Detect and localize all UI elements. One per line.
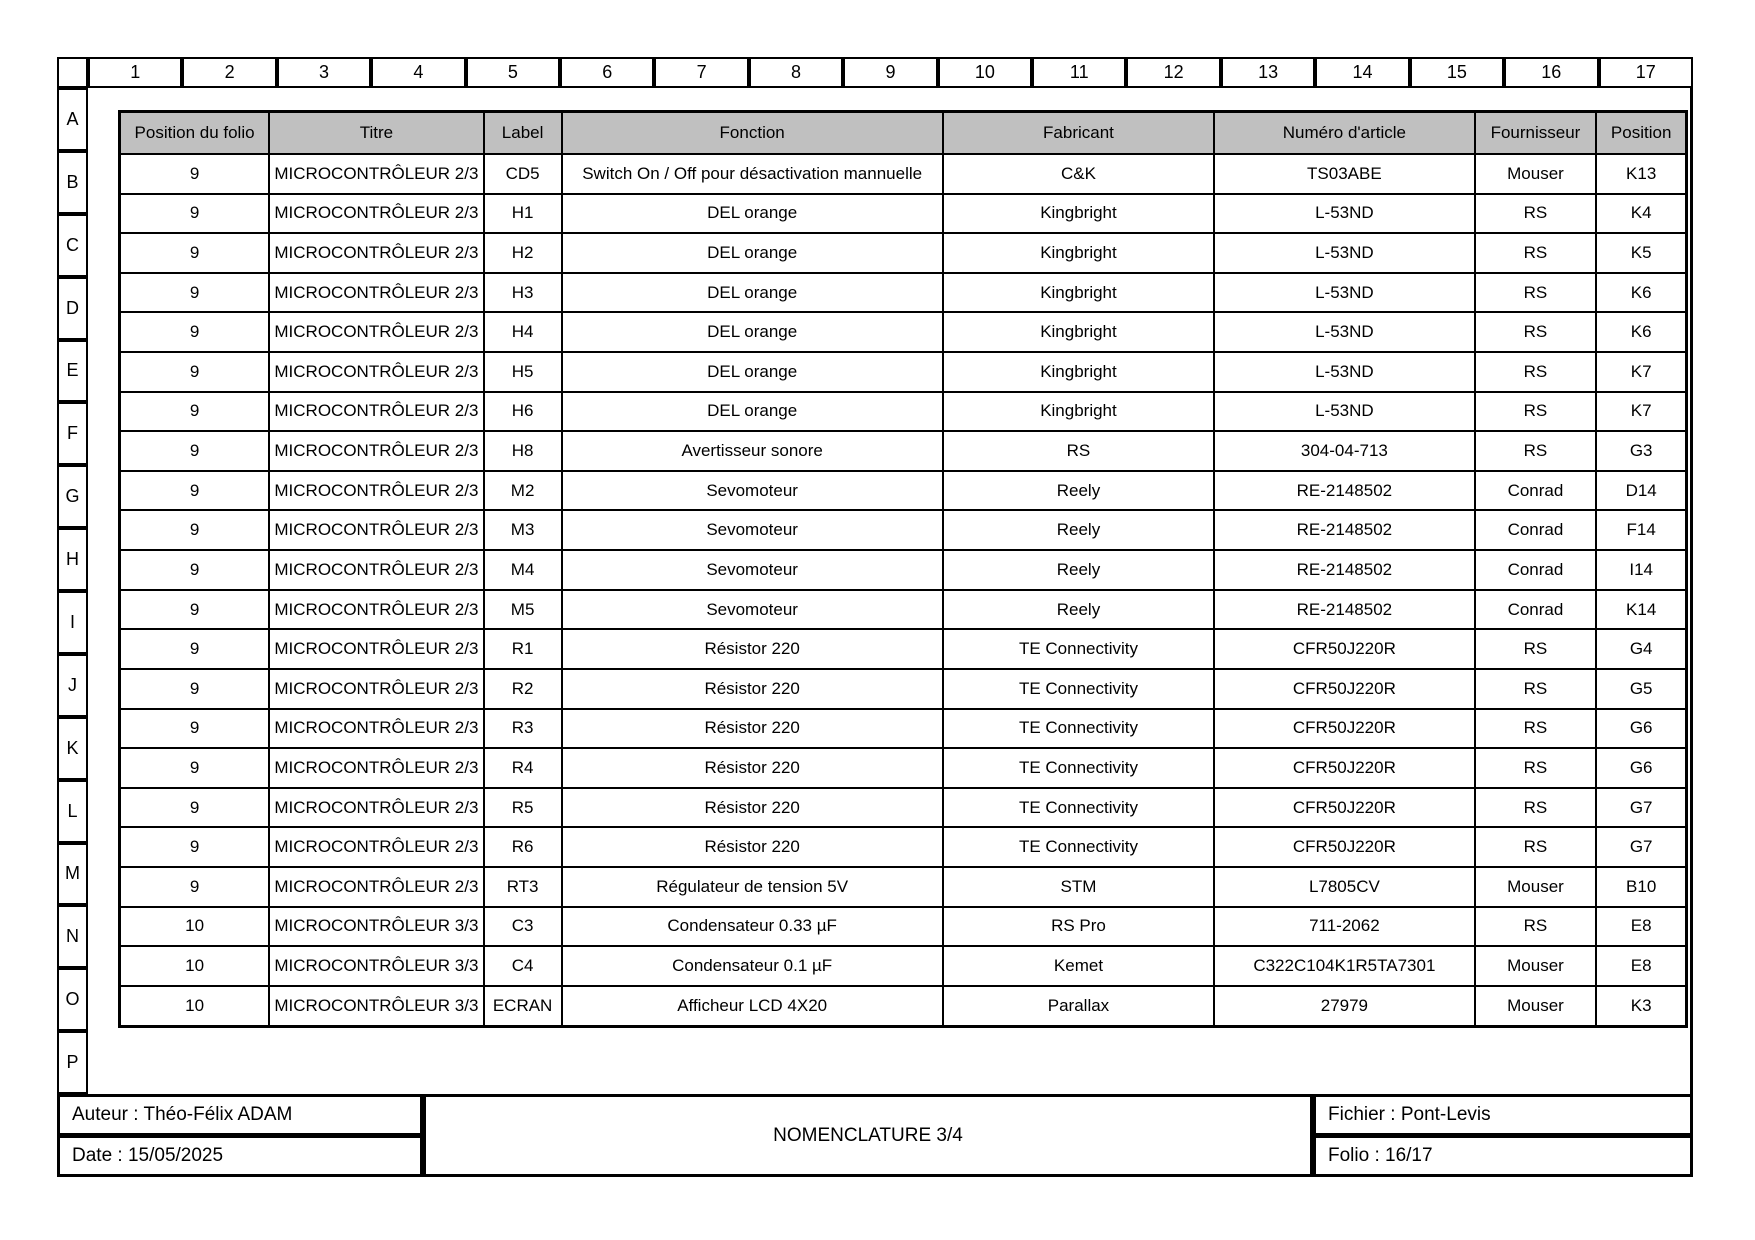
table-cell: 9 [120,471,270,511]
table-cell: K5 [1596,233,1686,273]
column-header: Fournisseur [1475,112,1597,155]
table-cell: MICROCONTRÔLEUR 2/3 [269,867,484,907]
table-cell: DEL orange [562,194,943,234]
table-cell: Résistor 220 [562,709,943,749]
table-cell: DEL orange [562,352,943,392]
ruler-column-label: 15 [1410,57,1504,88]
table-cell: RS [1475,431,1597,471]
table-cell: RS [1475,352,1597,392]
ruler-row-label: M [57,843,88,906]
table-cell: 9 [120,431,270,471]
table-cell: MICROCONTRÔLEUR 2/3 [269,748,484,788]
title-block-left [57,1094,423,1177]
table-row [120,352,1687,392]
table-cell: MICROCONTRÔLEUR 3/3 [269,986,484,1027]
table-cell: Mouser [1475,946,1597,986]
table-cell: H3 [484,273,562,313]
table-cell: G6 [1596,748,1686,788]
table-row [120,669,1687,709]
table-cell: H4 [484,312,562,352]
table-cell: 9 [120,748,270,788]
table-cell: Kemet [943,946,1214,986]
table-cell: 9 [120,510,270,550]
table-row [120,590,1687,630]
table-cell: 10 [120,986,270,1027]
table-row [120,907,1687,947]
table-cell: Kingbright [943,312,1214,352]
row-ruler [57,88,88,1094]
table-cell: CFR50J220R [1214,709,1474,749]
table-cell: RS [1475,629,1597,669]
table-cell: L7805CV [1214,867,1474,907]
table-cell: MICROCONTRÔLEUR 2/3 [269,788,484,828]
table-cell: 9 [120,827,270,867]
ruler-row-label: N [57,905,88,968]
table-cell: H5 [484,352,562,392]
table-cell: Régulateur de tension 5V [562,867,943,907]
table-cell: Sevomoteur [562,550,943,590]
ruler-column-label: 10 [938,57,1032,88]
table-cell: MICROCONTRÔLEUR 3/3 [269,946,484,986]
table-body [120,154,1687,1027]
table-cell: RS [1475,312,1597,352]
table-cell: Résistor 220 [562,827,943,867]
table-cell: RS [1475,827,1597,867]
table-cell: RS [1475,194,1597,234]
table-cell: 9 [120,312,270,352]
table-cell: 9 [120,233,270,273]
table-cell: RS [1475,709,1597,749]
ruler-row-label: D [57,277,88,340]
table-cell: M4 [484,550,562,590]
table-cell: R6 [484,827,562,867]
table-cell: MICROCONTRÔLEUR 2/3 [269,392,484,432]
table-cell: K4 [1596,194,1686,234]
table-cell: K14 [1596,590,1686,630]
table-cell: Parallax [943,986,1214,1027]
table-cell: G6 [1596,709,1686,749]
table-cell: Kingbright [943,233,1214,273]
table-cell: H1 [484,194,562,234]
table-cell: MICROCONTRÔLEUR 2/3 [269,273,484,313]
file-field: Fichier : Pont-Levis [1313,1094,1693,1136]
column-header: Position [1596,112,1686,155]
table-cell: L-53ND [1214,273,1474,313]
table-cell: 27979 [1214,986,1474,1027]
ruler-column-label: 3 [277,57,371,88]
table-cell: Conrad [1475,590,1597,630]
table-cell: Conrad [1475,471,1597,511]
table-cell: G4 [1596,629,1686,669]
table-row [120,946,1687,986]
table-cell: Mouser [1475,154,1597,194]
table-cell: MICROCONTRÔLEUR 2/3 [269,510,484,550]
ruler-row-label: I [57,591,88,654]
column-header: Position du folio [120,112,270,155]
table-cell: Résistor 220 [562,629,943,669]
table-cell: Sevomoteur [562,471,943,511]
table-cell: TE Connectivity [943,788,1214,828]
table-cell: Mouser [1475,986,1597,1027]
table-cell: H2 [484,233,562,273]
table-cell: Résistor 220 [562,748,943,788]
ruler-column-label: 2 [182,57,276,88]
table-cell: MICROCONTRÔLEUR 2/3 [269,629,484,669]
table-cell: R2 [484,669,562,709]
table-cell: RE-2148502 [1214,471,1474,511]
table-cell: 9 [120,154,270,194]
table-cell: RS [1475,392,1597,432]
table-cell: C&K [943,154,1214,194]
table-cell: MICROCONTRÔLEUR 2/3 [269,154,484,194]
table-cell: CFR50J220R [1214,748,1474,788]
table-cell: CFR50J220R [1214,629,1474,669]
column-header: Fonction [562,112,943,155]
table-cell: L-53ND [1214,352,1474,392]
ruler-row-label: A [57,88,88,151]
table-cell: MICROCONTRÔLEUR 2/3 [269,669,484,709]
table-cell: MICROCONTRÔLEUR 2/3 [269,827,484,867]
ruler-column-label: 16 [1504,57,1598,88]
author-field: Auteur : Théo-Félix ADAM [57,1094,423,1136]
table-cell: L-53ND [1214,233,1474,273]
table-cell: Avertisseur sonore [562,431,943,471]
table-cell: 10 [120,946,270,986]
table-cell: Condensateur 0.1 µF [562,946,943,986]
table-cell: MICROCONTRÔLEUR 2/3 [269,590,484,630]
ruler-row-label: J [57,654,88,717]
table-cell: RS [1475,907,1597,947]
table-cell: MICROCONTRÔLEUR 2/3 [269,352,484,392]
table-cell: 9 [120,867,270,907]
column-header: Titre [269,112,484,155]
table-cell: RS [1475,273,1597,313]
table-row [120,233,1687,273]
table-cell: CFR50J220R [1214,669,1474,709]
table-cell: R4 [484,748,562,788]
table-row [120,827,1687,867]
table-cell: MICROCONTRÔLEUR 2/3 [269,233,484,273]
ruler-column-label: 12 [1126,57,1220,88]
table-cell: STM [943,867,1214,907]
table-cell: RE-2148502 [1214,550,1474,590]
table-cell: Mouser [1475,867,1597,907]
ruler-column-label: 5 [466,57,560,88]
table-cell: RS [1475,233,1597,273]
table-cell: RT3 [484,867,562,907]
table-cell: MICROCONTRÔLEUR 2/3 [269,709,484,749]
table-row [120,709,1687,749]
table-row [120,154,1687,194]
column-header: Fabricant [943,112,1214,155]
table-cell: R1 [484,629,562,669]
table-row [120,392,1687,432]
table-cell: 9 [120,352,270,392]
ruler-row-label: K [57,717,88,780]
folio-field: Folio : 16/17 [1313,1135,1693,1177]
table-cell: TE Connectivity [943,748,1214,788]
table-cell: K6 [1596,312,1686,352]
table-cell: DEL orange [562,312,943,352]
ruler-corner-cell [57,57,88,88]
ruler-row-label: C [57,214,88,277]
document-title: NOMENCLATURE 3/4 [423,1094,1313,1177]
title-block-right [1313,1094,1693,1177]
table-cell: 9 [120,629,270,669]
table-cell: RE-2148502 [1214,590,1474,630]
table-cell: DEL orange [562,392,943,432]
table-cell: Reely [943,471,1214,511]
ruler-column-label: 11 [1032,57,1126,88]
table-cell: Conrad [1475,510,1597,550]
ruler-row-label: E [57,340,88,403]
table-cell: CFR50J220R [1214,827,1474,867]
table-cell: M5 [484,590,562,630]
table-cell: Switch On / Off pour désactivation mannuelle [562,154,943,194]
ruler-column-label: 1 [88,57,182,88]
table-row [120,273,1687,313]
table-cell: Sevomoteur [562,510,943,550]
ruler-column-label: 9 [843,57,937,88]
table-row [120,312,1687,352]
table-cell: Reely [943,550,1214,590]
table-cell: MICROCONTRÔLEUR 2/3 [269,194,484,234]
nomenclature-table [118,110,1688,1028]
table-row [120,471,1687,511]
ruler-row-label: B [57,151,88,214]
ruler-row-label: L [57,780,88,843]
ruler-row-label: F [57,402,88,465]
table-cell: CFR50J220R [1214,788,1474,828]
ruler-column-label: 4 [371,57,465,88]
table-cell: MICROCONTRÔLEUR 3/3 [269,907,484,947]
table-cell: F14 [1596,510,1686,550]
table-cell: CD5 [484,154,562,194]
ruler-row-label: G [57,465,88,528]
table-cell: MICROCONTRÔLEUR 2/3 [269,431,484,471]
table-cell: Résistor 220 [562,788,943,828]
table-cell: MICROCONTRÔLEUR 2/3 [269,471,484,511]
title-block [57,1094,1693,1177]
table-cell: 9 [120,709,270,749]
table-cell: 9 [120,273,270,313]
table-row [120,748,1687,788]
table-cell: G5 [1596,669,1686,709]
table-cell: R5 [484,788,562,828]
table-cell: Kingbright [943,392,1214,432]
table-cell: K3 [1596,986,1686,1027]
table-cell: Sevomoteur [562,590,943,630]
table-cell: TE Connectivity [943,827,1214,867]
table-row [120,788,1687,828]
table-cell: M3 [484,510,562,550]
table-cell: 304-04-713 [1214,431,1474,471]
ruler-column-label: 17 [1599,57,1693,88]
table-cell: DEL orange [562,273,943,313]
table-cell: 9 [120,550,270,590]
ruler-row-label: O [57,968,88,1031]
table-cell: K7 [1596,392,1686,432]
ruler-row-label: P [57,1031,88,1094]
table-header [120,112,1687,155]
date-field: Date : 15/05/2025 [57,1135,423,1177]
column-header: Label [484,112,562,155]
table-cell: DEL orange [562,233,943,273]
table-cell: 9 [120,392,270,432]
table-cell: C4 [484,946,562,986]
table-cell: E8 [1596,946,1686,986]
table-cell: E8 [1596,907,1686,947]
table-cell: RS [943,431,1214,471]
table-cell: RS [1475,669,1597,709]
table-cell: 9 [120,669,270,709]
table-row [120,986,1687,1027]
table-cell: 9 [120,194,270,234]
table-cell: 9 [120,590,270,630]
table-cell: K13 [1596,154,1686,194]
table-cell: Afficheur LCD 4X20 [562,986,943,1027]
table-cell: Résistor 220 [562,669,943,709]
table-cell: 9 [120,788,270,828]
table-cell: Condensateur 0.33 µF [562,907,943,947]
table-row [120,194,1687,234]
table-cell: L-53ND [1214,312,1474,352]
table-cell: M2 [484,471,562,511]
table-cell: H6 [484,392,562,432]
table-cell: 10 [120,907,270,947]
table-cell: Kingbright [943,352,1214,392]
table-cell: K7 [1596,352,1686,392]
table-cell: I14 [1596,550,1686,590]
table-row [120,867,1687,907]
table-cell: MICROCONTRÔLEUR 2/3 [269,550,484,590]
table-cell: B10 [1596,867,1686,907]
table-cell: H8 [484,431,562,471]
table-cell: D14 [1596,471,1686,511]
table-cell: C3 [484,907,562,947]
header-row [120,112,1687,155]
table-cell: K6 [1596,273,1686,313]
table-cell: G7 [1596,788,1686,828]
table-cell: MICROCONTRÔLEUR 2/3 [269,312,484,352]
table-cell: 711-2062 [1214,907,1474,947]
table-cell: RS [1475,748,1597,788]
table-cell: Reely [943,510,1214,550]
table-cell: RE-2148502 [1214,510,1474,550]
table-cell: TE Connectivity [943,669,1214,709]
ruler-column-label: 7 [654,57,748,88]
table-cell: C322C104K1R5TA7301 [1214,946,1474,986]
table-cell: G3 [1596,431,1686,471]
table-cell: TE Connectivity [943,629,1214,669]
table-cell: RS [1475,788,1597,828]
table-row [120,550,1687,590]
ruler-column-label: 13 [1221,57,1315,88]
table-row [120,510,1687,550]
table-cell: Reely [943,590,1214,630]
table-cell: R3 [484,709,562,749]
ruler-column-label: 14 [1315,57,1409,88]
table-cell: L-53ND [1214,194,1474,234]
ruler-column-label: 8 [749,57,843,88]
table-cell: TE Connectivity [943,709,1214,749]
table-cell: G7 [1596,827,1686,867]
ruler-row-label: H [57,528,88,591]
column-ruler [88,57,1693,88]
table-cell: Kingbright [943,194,1214,234]
table-row [120,431,1687,471]
table-cell: L-53ND [1214,392,1474,432]
table-cell: RS Pro [943,907,1214,947]
column-header: Numéro d'article [1214,112,1474,155]
table-cell: Kingbright [943,273,1214,313]
table-cell: TS03ABE [1214,154,1474,194]
table-cell: Conrad [1475,550,1597,590]
table-row [120,629,1687,669]
ruler-column-label: 6 [560,57,654,88]
drawing-frame [57,57,1693,1177]
table-cell: ECRAN [484,986,562,1027]
